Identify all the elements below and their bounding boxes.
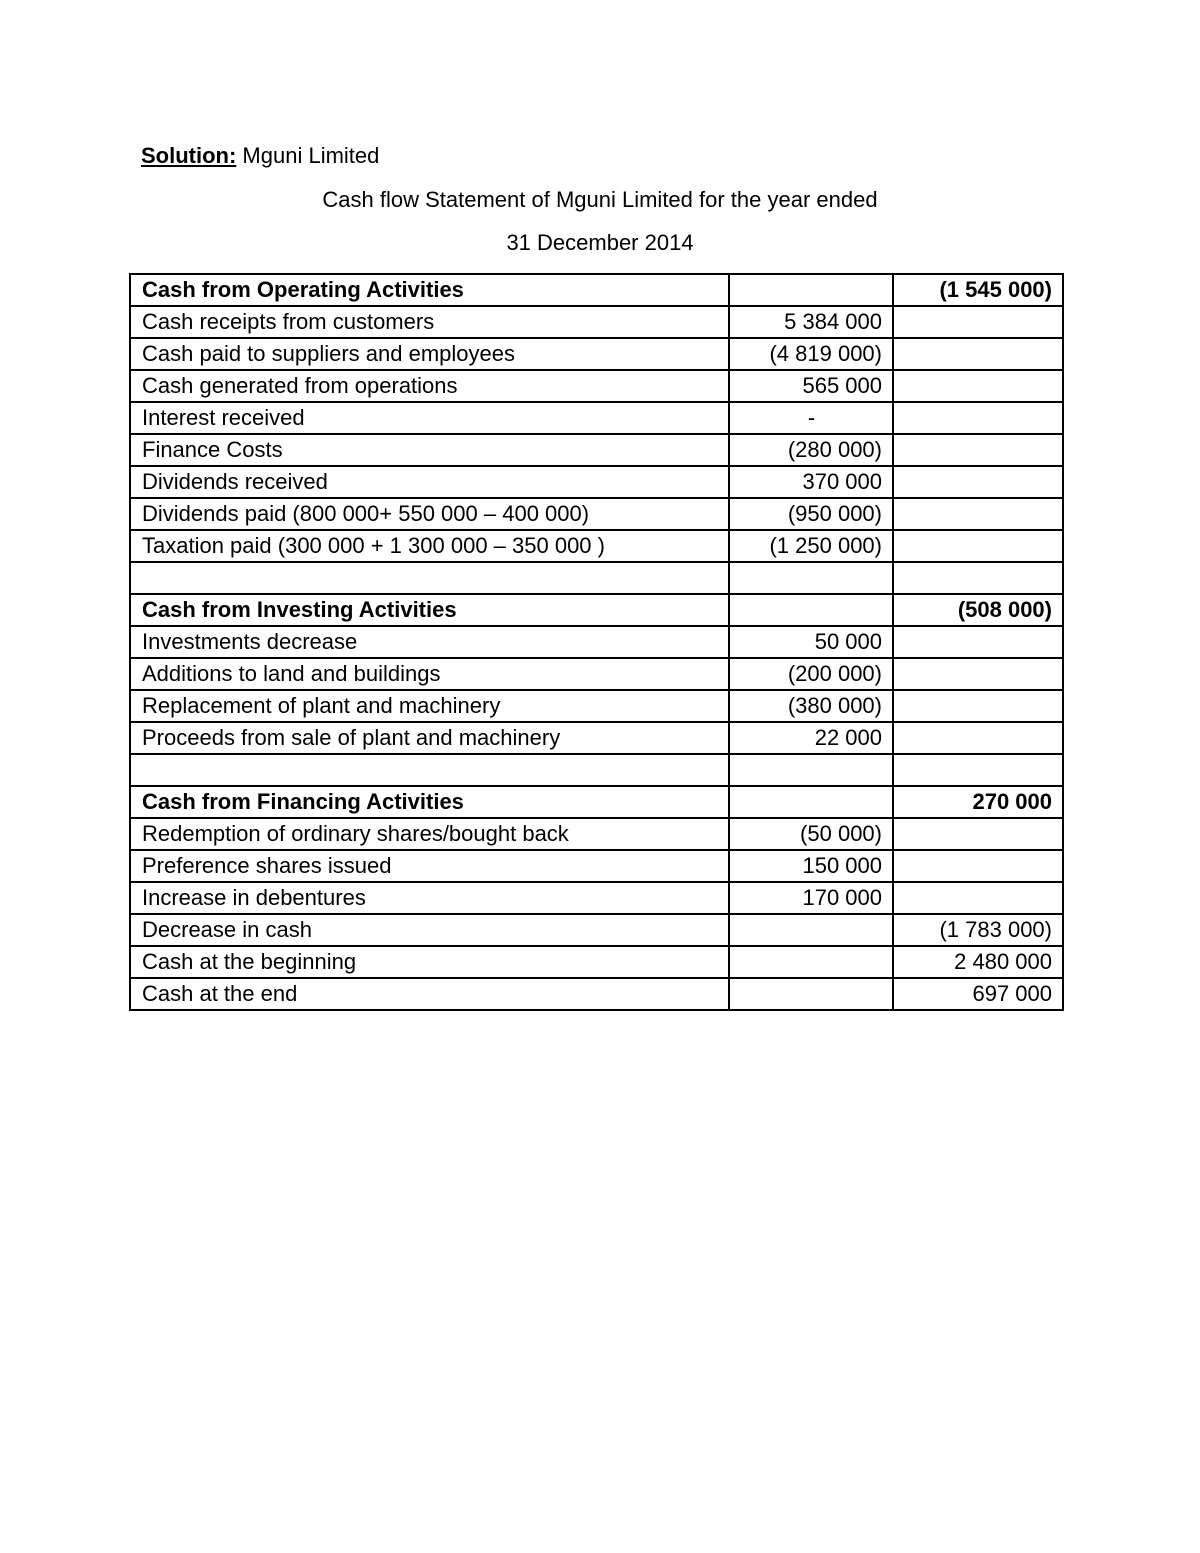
row-amount: 150 000	[729, 850, 893, 882]
row-total	[893, 562, 1063, 594]
row-label: Cash generated from operations	[130, 370, 729, 402]
row-total: 270 000	[893, 786, 1063, 818]
row-amount: (950 000)	[729, 498, 893, 530]
row-total	[893, 402, 1063, 434]
statement-title: Cash flow Statement of Mguni Limited for the year ended	[322, 187, 878, 212]
row-label: Redemption of ordinary shares/bought back	[130, 818, 729, 850]
row-label: Dividends received	[130, 466, 729, 498]
row-label: Investments decrease	[130, 626, 729, 658]
table-row	[130, 434, 1063, 466]
row-label: Additions to land and buildings	[130, 658, 729, 690]
table-row	[130, 370, 1063, 402]
row-label: Taxation paid (300 000 + 1 300 000 – 350 000 )	[130, 530, 729, 562]
table-row	[130, 402, 1063, 434]
row-amount: (1 250 000)	[729, 530, 893, 562]
table-row	[130, 466, 1063, 498]
row-total	[893, 722, 1063, 754]
row-total	[893, 626, 1063, 658]
row-label: Cash at the end	[130, 978, 729, 1010]
row-label: Interest received	[130, 402, 729, 434]
row-total	[893, 882, 1063, 914]
row-total: (508 000)	[893, 594, 1063, 626]
row-label: Cash receipts from customers	[130, 306, 729, 338]
row-total	[893, 306, 1063, 338]
solution-heading	[141, 142, 379, 170]
row-total: 697 000	[893, 978, 1063, 1010]
table-row	[130, 722, 1063, 754]
row-label: Cash from Operating Activities	[130, 274, 729, 306]
row-total	[893, 530, 1063, 562]
row-total	[893, 658, 1063, 690]
table-row	[130, 690, 1063, 722]
row-total	[893, 466, 1063, 498]
table-row	[130, 914, 1063, 946]
cash-flow-table	[129, 273, 1064, 1011]
row-label: Cash paid to suppliers and employees	[130, 338, 729, 370]
row-total	[893, 498, 1063, 530]
row-total	[893, 370, 1063, 402]
row-label: Preference shares issued	[130, 850, 729, 882]
statement-date: 31 December 2014	[506, 230, 694, 255]
table-row	[130, 530, 1063, 562]
row-amount: 50 000	[729, 626, 893, 658]
row-label: Finance Costs	[130, 434, 729, 466]
table-row	[130, 818, 1063, 850]
row-total: (1 783 000)	[893, 914, 1063, 946]
row-amount	[729, 786, 893, 818]
table-row-spacer	[130, 754, 1063, 786]
table-row-spacer	[130, 562, 1063, 594]
row-amount	[729, 914, 893, 946]
table-row	[130, 274, 1063, 306]
row-amount: 22 000	[729, 722, 893, 754]
table-row	[130, 658, 1063, 690]
table-row	[130, 978, 1063, 1010]
table-row	[130, 626, 1063, 658]
row-label: Cash from Investing Activities	[130, 594, 729, 626]
row-total	[893, 850, 1063, 882]
row-total	[893, 434, 1063, 466]
row-label: Replacement of plant and machinery	[130, 690, 729, 722]
row-total	[893, 754, 1063, 786]
row-label: Increase in debentures	[130, 882, 729, 914]
row-total	[893, 690, 1063, 722]
row-total: (1 545 000)	[893, 274, 1063, 306]
row-amount: 565 000	[729, 370, 893, 402]
table-row	[130, 338, 1063, 370]
table-row	[130, 498, 1063, 530]
row-amount: -	[729, 402, 893, 434]
row-label: Cash from Financing Activities	[130, 786, 729, 818]
table-row	[130, 306, 1063, 338]
solution-label: Solution:	[141, 143, 237, 168]
row-label: Proceeds from sale of plant and machinery	[130, 722, 729, 754]
company-name: Mguni Limited	[236, 143, 380, 168]
table-row	[130, 850, 1063, 882]
table-row	[130, 786, 1063, 818]
row-amount: (380 000)	[729, 690, 893, 722]
table-row	[130, 882, 1063, 914]
row-amount	[729, 978, 893, 1010]
table-row	[130, 946, 1063, 978]
row-amount: (50 000)	[729, 818, 893, 850]
row-amount	[729, 274, 893, 306]
row-label: Dividends paid (800 000+ 550 000 – 400 000)	[130, 498, 729, 530]
row-amount: 5 384 000	[729, 306, 893, 338]
row-total	[893, 338, 1063, 370]
row-amount: (4 819 000)	[729, 338, 893, 370]
row-amount: (280 000)	[729, 434, 893, 466]
row-label: Cash at the beginning	[130, 946, 729, 978]
row-amount: (200 000)	[729, 658, 893, 690]
row-label	[130, 562, 729, 594]
row-amount: 170 000	[729, 882, 893, 914]
row-amount	[729, 946, 893, 978]
row-label: Decrease in cash	[130, 914, 729, 946]
row-amount	[729, 594, 893, 626]
row-amount: 370 000	[729, 466, 893, 498]
row-amount	[729, 754, 893, 786]
row-label	[130, 754, 729, 786]
row-total	[893, 818, 1063, 850]
table-row	[130, 594, 1063, 626]
row-total: 2 480 000	[893, 946, 1063, 978]
row-amount	[729, 562, 893, 594]
